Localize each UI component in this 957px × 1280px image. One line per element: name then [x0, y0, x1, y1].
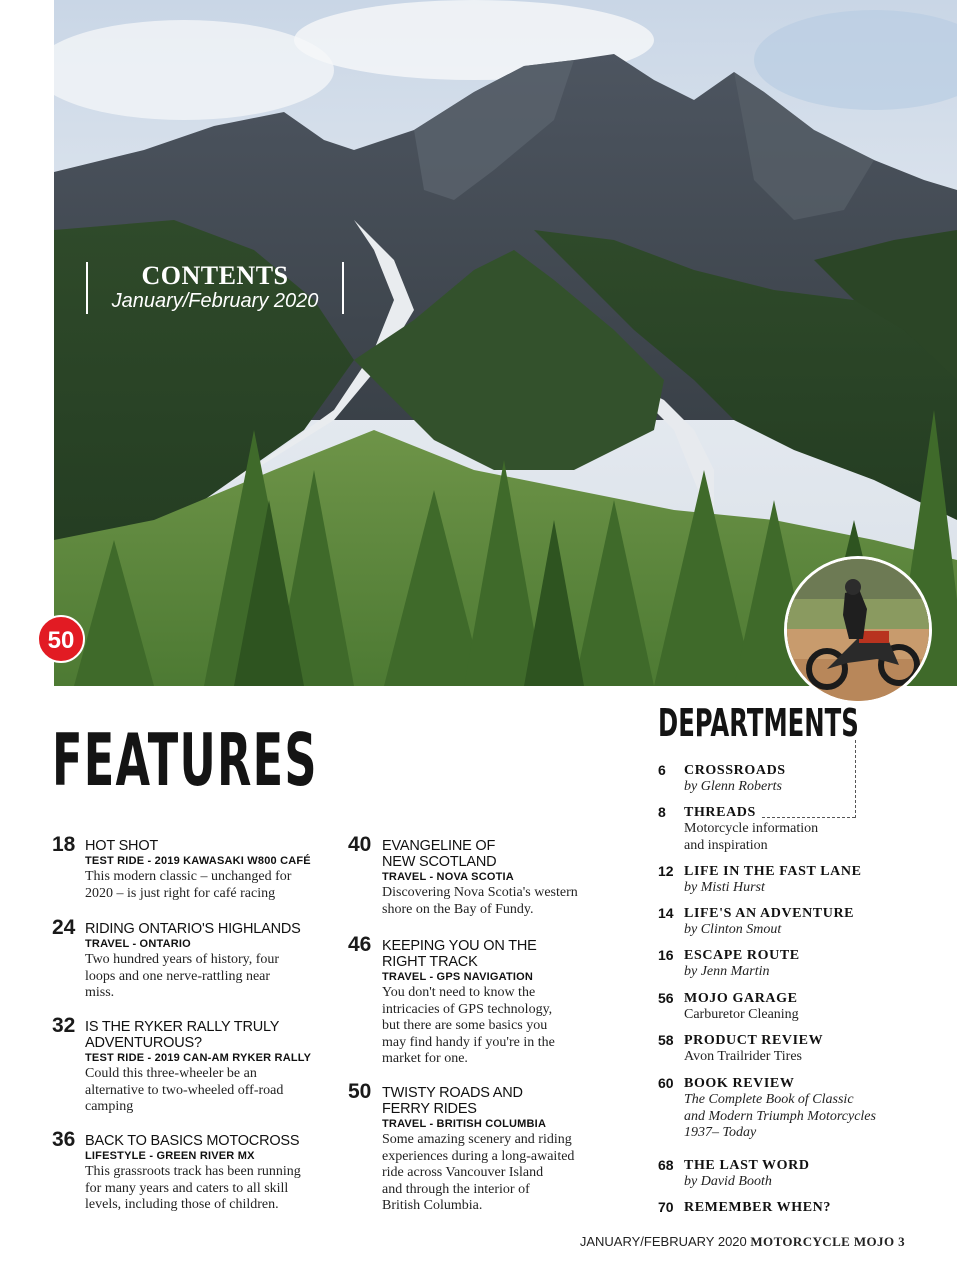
- department-item[interactable]: [658, 1199, 831, 1216]
- department-subtitle: by Clinton Smout: [684, 922, 782, 937]
- department-subtitle: by Misti Hurst: [684, 880, 765, 895]
- footer-magazine: MOTORCYCLE MOJO: [750, 1234, 895, 1249]
- feature-page-number: 18: [52, 833, 76, 856]
- department-subtitle: Motorcycle information and inspiration: [684, 821, 819, 853]
- page-footer: [580, 1234, 905, 1250]
- department-title: PRODUCT REVIEW: [684, 1033, 824, 1048]
- footer-page-number: 3: [898, 1234, 905, 1249]
- feature-page-number: 24: [52, 916, 76, 939]
- department-title: BOOK REVIEW: [684, 1076, 795, 1091]
- department-page-number: 58: [658, 1032, 674, 1048]
- department-item[interactable]: [658, 762, 786, 796]
- feature-page-number: 36: [52, 1128, 76, 1151]
- department-title: CROSSROADS: [684, 763, 786, 778]
- feature-category: TRAVEL - BRITISH COLUMBIA: [382, 1118, 547, 1130]
- department-page-number: 56: [658, 990, 674, 1006]
- feature-page-number: 46: [348, 933, 372, 956]
- feature-description: Could this three-wheeler be an alternative to two-wheeled off-road camping: [85, 1066, 284, 1114]
- department-item[interactable]: [658, 1032, 823, 1066]
- motorcycle-rider-image: [787, 559, 932, 704]
- department-title: MOJO GARAGE: [684, 991, 798, 1006]
- feature-category: TRAVEL - NOVA SCOTIA: [382, 871, 514, 883]
- department-page-number: 70: [658, 1199, 674, 1215]
- department-page-number: 12: [658, 863, 674, 879]
- department-subtitle: Carburetor Cleaning: [684, 1007, 799, 1022]
- dashed-divider: [855, 740, 856, 818]
- feature-description: You don't need to know the intricacies of GPS technology, but there are some basics you may find handy if you're in the market for one.: [382, 985, 555, 1066]
- department-subtitle: by Glenn Roberts: [684, 779, 782, 794]
- department-page-number: 60: [658, 1075, 674, 1091]
- feature-description: This grassroots track has been running for many years and caters to all skill levels, including those of children.: [85, 1164, 301, 1212]
- feature-item[interactable]: [52, 916, 342, 1002]
- department-page-number: 6: [658, 762, 666, 778]
- department-page-number: 68: [658, 1157, 674, 1173]
- features-heading: FEATURES: [52, 718, 318, 802]
- department-subtitle: Avon Trailrider Tires: [684, 1049, 802, 1064]
- department-title: LIFE'S AN ADVENTURE: [684, 906, 855, 921]
- department-title: LIFE IN THE FAST LANE: [684, 864, 862, 879]
- department-item[interactable]: [658, 947, 800, 981]
- feature-title: TWISTY ROADS AND FERRY RIDES: [382, 1085, 523, 1117]
- department-title: ESCAPE ROUTE: [684, 948, 800, 963]
- feature-title: IS THE RYKER RALLY TRULY ADVENTUROUS?: [85, 1019, 280, 1051]
- department-item[interactable]: [658, 863, 862, 897]
- feature-item[interactable]: [52, 833, 342, 902]
- department-item[interactable]: [658, 1157, 810, 1191]
- feature-title: BACK TO BASICS MOTOCROSS: [85, 1133, 300, 1149]
- feature-description: This modern classic – unchanged for 2020 – is just right for café racing: [85, 869, 292, 901]
- department-subtitle: by Jenn Martin: [684, 964, 770, 979]
- department-subtitle: by David Booth: [684, 1174, 772, 1189]
- departments-heading: DEPARTMENTS: [658, 701, 859, 745]
- department-item[interactable]: [658, 804, 818, 854]
- feature-category: TEST RIDE - 2019 KAWASAKI W800 CAFÉ: [85, 855, 311, 867]
- department-title: THREADS: [684, 805, 756, 820]
- issue-date: January/February 2020: [111, 290, 319, 312]
- feature-category: LIFESTYLE - GREEN RIVER MX: [85, 1150, 255, 1162]
- page-badge[interactable]: 50: [37, 615, 85, 663]
- feature-item[interactable]: [348, 833, 628, 918]
- feature-item[interactable]: [52, 1128, 342, 1214]
- department-item[interactable]: [658, 905, 854, 939]
- feature-description: Some amazing scenery and riding experiences during a long-awaited ride across Vancouver Island and through the interior of British Columbia.: [382, 1132, 575, 1213]
- department-page-number: 16: [658, 947, 674, 963]
- department-title: THE LAST WORD: [684, 1158, 810, 1173]
- department-subtitle: The Complete Book of Classic and Modern Triumph Motorcycles 1937– Today: [684, 1092, 876, 1140]
- department-item[interactable]: [658, 990, 799, 1024]
- feature-title: EVANGELINE OF NEW SCOTLAND: [382, 838, 497, 870]
- feature-category: TEST RIDE - 2019 CAN-AM RYKER RALLY: [85, 1052, 312, 1064]
- feature-page-number: 40: [348, 833, 372, 856]
- department-page-number: 8: [658, 804, 666, 820]
- footer-issue: JANUARY/FEBRUARY 2020: [579, 1234, 747, 1249]
- contents-title: CONTENTS: [141, 261, 289, 290]
- department-title: REMEMBER WHEN?: [684, 1200, 831, 1215]
- feature-page-number: 32: [52, 1014, 76, 1037]
- feature-item[interactable]: [348, 933, 628, 1068]
- department-item[interactable]: [658, 1075, 876, 1142]
- feature-page-number: 50: [348, 1080, 372, 1103]
- feature-item[interactable]: [52, 1014, 342, 1116]
- department-page-number: 14: [658, 905, 674, 921]
- rider-photo-inset[interactable]: [784, 556, 932, 704]
- feature-category: TRAVEL - GPS NAVIGATION: [382, 971, 534, 983]
- feature-description: Two hundred years of history, four loops and one nerve-rattling near miss.: [85, 952, 280, 1000]
- feature-category: TRAVEL - ONTARIO: [85, 938, 191, 950]
- feature-item[interactable]: [348, 1080, 628, 1215]
- feature-title: RIDING ONTARIO'S HIGHLANDS: [85, 921, 301, 937]
- contents-header: [86, 262, 344, 314]
- feature-title: KEEPING YOU ON THE RIGHT TRACK: [382, 938, 537, 970]
- feature-description: Discovering Nova Scotia's western shore on the Bay of Fundy.: [382, 885, 578, 917]
- feature-title: HOT SHOT: [85, 838, 159, 854]
